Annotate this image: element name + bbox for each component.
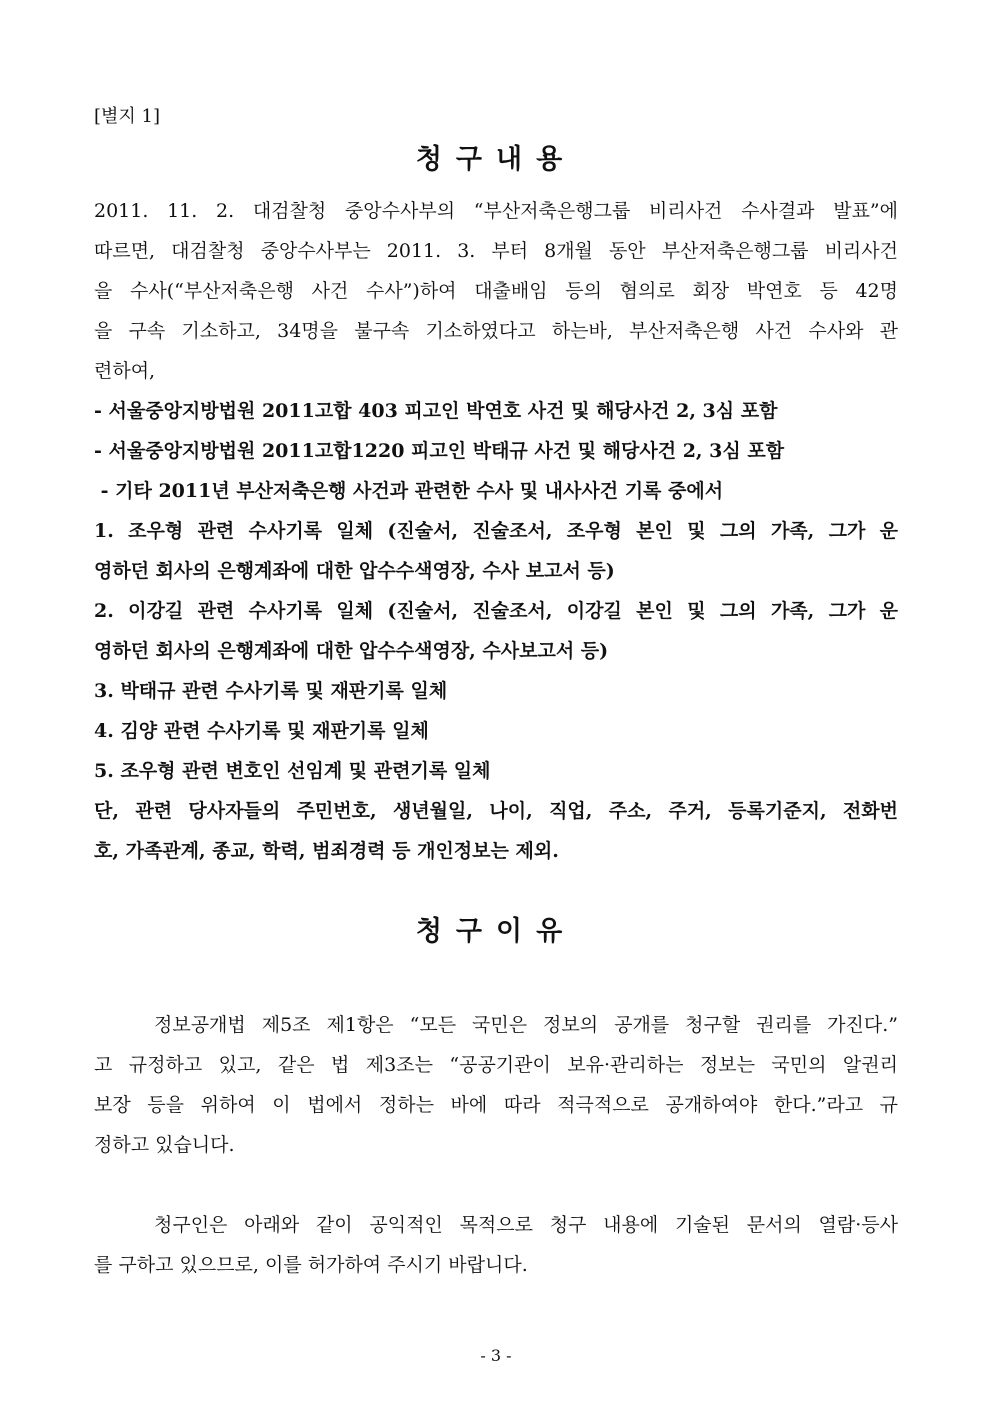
annex-label: [별지 1] [94, 106, 160, 127]
reason-paragraph-line: 를 구하고 있으므로, 이를 허가하여 주시기 바랍니다. [94, 1254, 528, 1276]
request-reason-heading: 청구이유 [415, 916, 577, 947]
request-item-line: 영하던 회사의 은행계좌에 대한 압수수색영장, 수사 보고서 등) [94, 560, 615, 582]
request-intro-line: 2011. 11. 2. 대검찰청 중앙수사부의 “부산저축은행그룹 비리사건 수사결과 발표”에 [94, 200, 898, 222]
request-intro-line: 을 구속 기소하고, 34명을 불구속 기소하였다고 하는바, 부산저축은행 사건 수사와 관 [94, 320, 898, 342]
request-item-line: 2. 이강길 관련 수사기록 일체 (진술서, 진술조서, 이강길 본인 및 그의 가족, 그가 운 [94, 600, 898, 622]
request-intro-line: 련하여, [94, 360, 156, 382]
case-list-item: - 서울중앙지방법원 2011고합 403 피고인 박연호 사건 및 해당사건 2, 3심 포함 [94, 400, 778, 422]
request-item-line: 5. 조우형 관련 변호인 선임계 및 관련기록 일체 [94, 760, 491, 782]
request-content-heading: 청구내용 [415, 144, 577, 175]
reason-paragraph-line: 정보공개법 제5조 제1항은 “모든 국민은 정보의 공개를 청구할 권리를 가진다.” [154, 1014, 898, 1036]
request-intro-line: 따르면, 대검찰청 중앙수사부는 2011. 3. 부터 8개월 동안 부산저축은행그룹 비리사건 [94, 240, 898, 262]
request-item-line: 4. 김양 관련 수사기록 및 재판기록 일체 [94, 720, 429, 742]
reason-paragraph-line: 정하고 있습니다. [94, 1134, 235, 1156]
reason-paragraph-line: 보장 등을 위하여 이 법에서 정하는 바에 따라 적극적으로 공개하여야 한다.”라고 규 [94, 1094, 898, 1116]
page-number: - 3 - [480, 1346, 512, 1365]
exclusion-line: 호, 가족관계, 종교, 학력, 범죄경력 등 개인정보는 제외. [94, 840, 559, 862]
case-list-item: - 서울중앙지방법원 2011고합1220 피고인 박태규 사건 및 해당사건 2, 3심 포함 [94, 440, 785, 462]
request-intro-line: 을 수사(“부산저축은행 사건 수사”)하여 대출배임 등의 혐의로 회장 박연호 등 42명 [94, 280, 898, 302]
case-list-item: - 기타 2011년 부산저축은행 사건과 관련한 수사 및 내사사건 기록 중에서 [94, 480, 724, 502]
reason-paragraph-line: 고 규정하고 있고, 같은 법 제3조는 “공공기관이 보유·관리하는 정보는 국민의 알권리 [94, 1054, 898, 1076]
request-item-line: 1. 조우형 관련 수사기록 일체 (진술서, 진술조서, 조우형 본인 및 그의 가족, 그가 운 [94, 520, 898, 542]
exclusion-line: 단, 관련 당사자들의 주민번호, 생년월일, 나이, 직업, 주소, 주거, 등록기준지, 전화번 [94, 800, 898, 822]
reason-paragraph-line: 청구인은 아래와 같이 공익적인 목적으로 청구 내용에 기술된 문서의 열람·등사 [154, 1214, 898, 1236]
request-item-line: 3. 박태규 관련 수사기록 및 재판기록 일체 [94, 680, 448, 702]
request-item-line: 영하던 회사의 은행계좌에 대한 압수수색영장, 수사보고서 등) [94, 640, 609, 662]
